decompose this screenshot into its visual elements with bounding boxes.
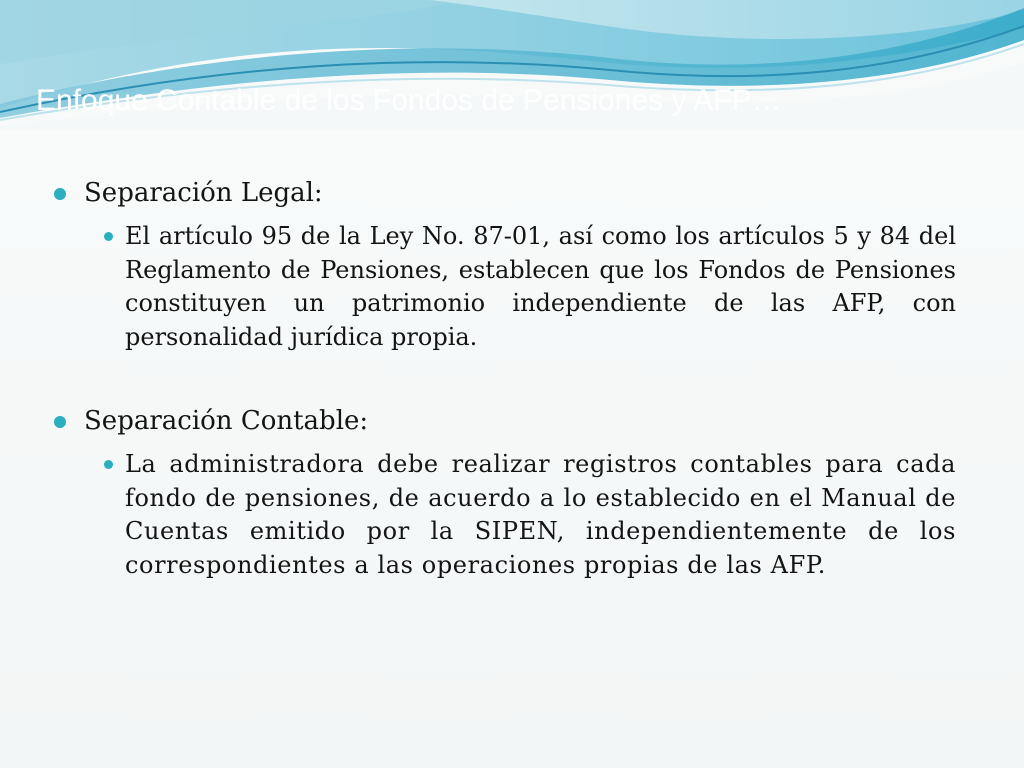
bullet-level2: [125, 220, 956, 354]
section-heading: Separación Contable:: [84, 406, 369, 436]
bullet-content: [52, 170, 956, 626]
slide-title: Enfoque Contable de los Fondos de Pensiones y AFP…: [36, 84, 782, 117]
bullet-dot-icon: [104, 232, 113, 241]
section-body: La administradora debe realizar registros contables para cada fondo de pensiones, de acuerdo a lo establecido en el Manual de Cuentas emitido por la SIPEN, independientemente de los correspondientes a las operaciones propias de las AFP.: [125, 450, 956, 579]
bullet-level2: [125, 448, 956, 582]
section-heading: Separación Legal:: [84, 178, 323, 208]
bullet-dot-icon: [54, 188, 66, 200]
section-body: El artículo 95 de la Ley No. 87-01, así como los artículos 5 y 84 del Reglamento de Pensiones, establecen que los Fondos de Pensiones constituyen un patrimonio independiente de las AFP, con personalidad jurídica propia.: [125, 222, 956, 351]
section-legal: [52, 170, 956, 354]
bullet-level1: [52, 398, 956, 444]
bullet-level1: [52, 170, 956, 216]
bullet-dot-icon: [104, 460, 113, 469]
bullet-dot-icon: [54, 416, 66, 428]
section-contable: [52, 398, 956, 582]
